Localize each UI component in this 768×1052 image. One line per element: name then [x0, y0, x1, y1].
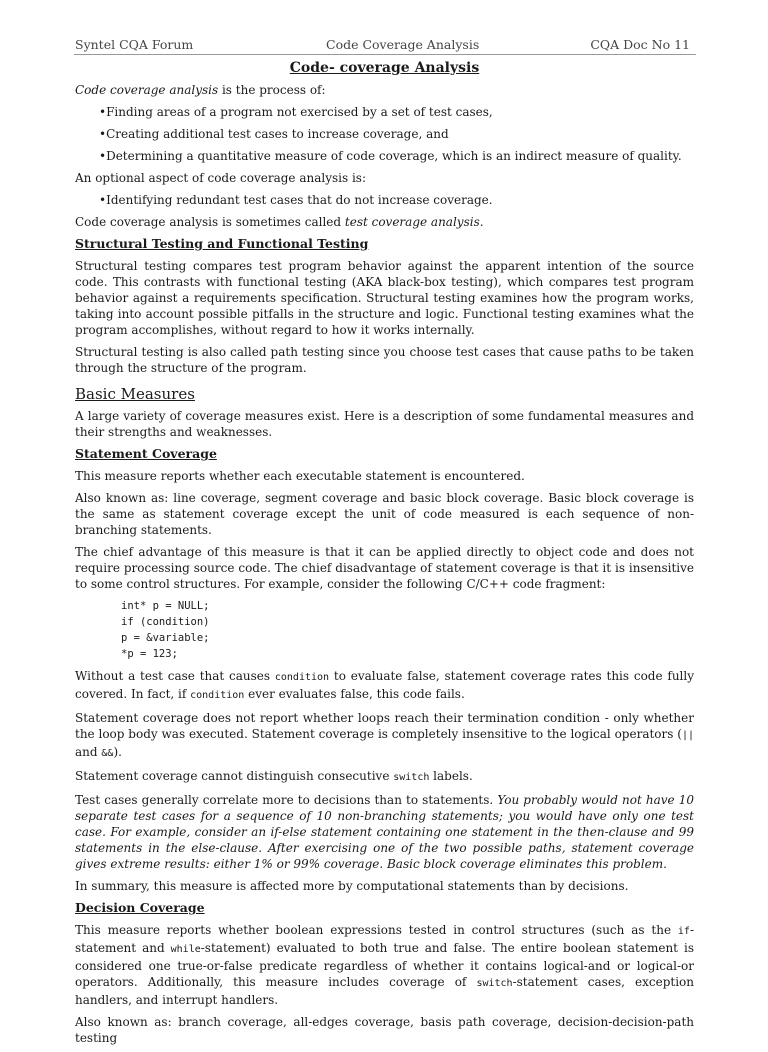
emphasis-text: You probably would not have 10 separate test cases for a sequence of 10 non-branching statements; you would have only one test case. For example, consider an if-else statement containing one statement in the then-clause and 99 statements in the else-clause. After exercising one of the two possible paths, statement coverage gives extreme results: either 1% or 99% coverage. Basic block coverage eliminates this problem. — [75, 793, 695, 871]
section-heading-basic-measures: Basic Measures — [75, 385, 195, 403]
code-line: if (condition) — [121, 616, 210, 628]
text-run: to evaluate false, statement coverage rates this code fully covered. In fact, if — [75, 669, 695, 701]
section-heading-decision-coverage: Decision Coverage — [75, 900, 205, 915]
list-item — [99, 148, 694, 164]
text-run: Without a test case that causes — [75, 669, 275, 683]
text-run: Statement coverage does not report whether loops reach their termination condition - only whether the loop body was executed. Statement coverage is completely insensitive to the logical operators ( — [75, 711, 694, 741]
section-heading-statement-coverage: Statement Coverage — [75, 446, 217, 461]
list-item-text: Determining a quantitative measure of code coverage, which is an indirect measure of quality. — [106, 149, 682, 163]
list-item — [99, 192, 694, 208]
text-run: -statement and — [75, 923, 694, 955]
document-body — [75, 58, 694, 1052]
text-run: labels. — [429, 769, 473, 783]
also-called-paragraph — [75, 214, 694, 230]
inline-code: while — [170, 944, 201, 955]
document-title: Code- coverage Analysis — [289, 60, 480, 76]
paragraph — [75, 922, 694, 1008]
code-block — [121, 598, 694, 662]
inline-code: || — [681, 730, 694, 741]
header-rule — [74, 54, 696, 55]
text-run: ). — [113, 745, 122, 759]
text-run: This measure reports whether boolean expressions tested in control structures (such as the — [75, 923, 678, 937]
emphasis-term: test coverage analysis — [344, 215, 480, 229]
text-run: . — [479, 215, 484, 229]
list-item-text: Creating additional test cases to increase coverage, and — [106, 127, 449, 141]
paragraph: The chief advantage of this measure is that it can be applied directly to object code and does not require processing source code. The chief disadvantage of statement coverage is that it is insensitive to some control structures. For example, consider the following C/C++ code fragment: — [75, 545, 694, 591]
intro-rest: is the process of: — [218, 83, 326, 97]
paragraph — [75, 792, 694, 872]
paragraph: Also known as: branch coverage, all-edges coverage, basis path coverage, decision-decision-path testing — [75, 1015, 694, 1045]
text-run: -statement) evaluated to both true and false. The entire boolean statement is considered one true-or-false predicate regardless of whether it contains logical-and or logical-or operators. Additionally, this measure includes coverage of — [75, 941, 694, 989]
paragraph: This measure reports whether each executable statement is encountered. — [75, 469, 525, 483]
text-run: ever evaluates false, this code fails. — [244, 687, 465, 701]
inline-code: switch — [393, 772, 430, 783]
inline-code: && — [101, 748, 114, 759]
section-heading-structural: Structural Testing and Functional Testing — [75, 236, 369, 251]
text-run: Test cases generally correlate more to decisions than to statements. — [75, 793, 498, 807]
paragraph — [75, 668, 694, 704]
paragraph: A large variety of coverage measures exist. Here is a description of some fundamental measures and their strengths and weaknesses. — [75, 409, 694, 439]
inline-code: condition — [190, 690, 245, 701]
optional-paragraph: An optional aspect of code coverage analysis is: — [75, 171, 366, 185]
list-item-text: Identifying redundant test cases that do not increase coverage. — [106, 193, 493, 207]
paragraph — [75, 768, 694, 786]
code-line: int* p = NULL; — [121, 600, 210, 612]
code-line: p = &variable; — [121, 632, 210, 644]
header-center: Code Coverage Analysis — [326, 37, 480, 52]
code-line: *p = 123; — [121, 648, 178, 660]
text-run: Statement coverage cannot distinguish consecutive — [75, 769, 394, 783]
intro-term: Code coverage analysis — [75, 83, 219, 97]
header-right: CQA Doc No 11 — [590, 37, 690, 52]
list-item — [99, 126, 694, 142]
paragraph: Structural testing compares test program behavior against the apparent intention of the source code. This contrasts with functional testing (AKA black-box testing), which compares test program behavior against a requirements specification. Structural testing examines how the program works, taking into account possible pitfalls in the structure and logic. Functional testing examines what the program accomplishes, without regard to how it works internally. — [75, 259, 694, 337]
inline-code: switch — [476, 978, 513, 989]
text-run: and — [75, 745, 102, 759]
paragraph: In summary, this measure is affected more by computational statements than by decisions. — [75, 879, 629, 893]
intro-paragraph — [75, 82, 694, 98]
paragraph: Structural testing is also called path testing since you choose test cases that cause paths to be taken through the structure of the program. — [75, 345, 694, 375]
paragraph — [75, 710, 694, 762]
header-left: Syntel CQA Forum — [75, 37, 194, 52]
text-run: -statement cases, exception handlers, and interrupt handlers. — [75, 975, 694, 1007]
paragraph: Also known as: line coverage, segment coverage and basic block coverage. Basic block coverage is the same as statement coverage except the unit of code measured is each sequence of non-branching statements. — [75, 491, 694, 537]
inline-code: if — [677, 926, 690, 937]
text-run: Code coverage analysis is sometimes called — [75, 215, 345, 229]
list-item — [99, 104, 694, 120]
inline-code: condition — [274, 672, 330, 683]
list-item-text: Finding areas of a program not exercised by a set of test cases, — [106, 105, 493, 119]
